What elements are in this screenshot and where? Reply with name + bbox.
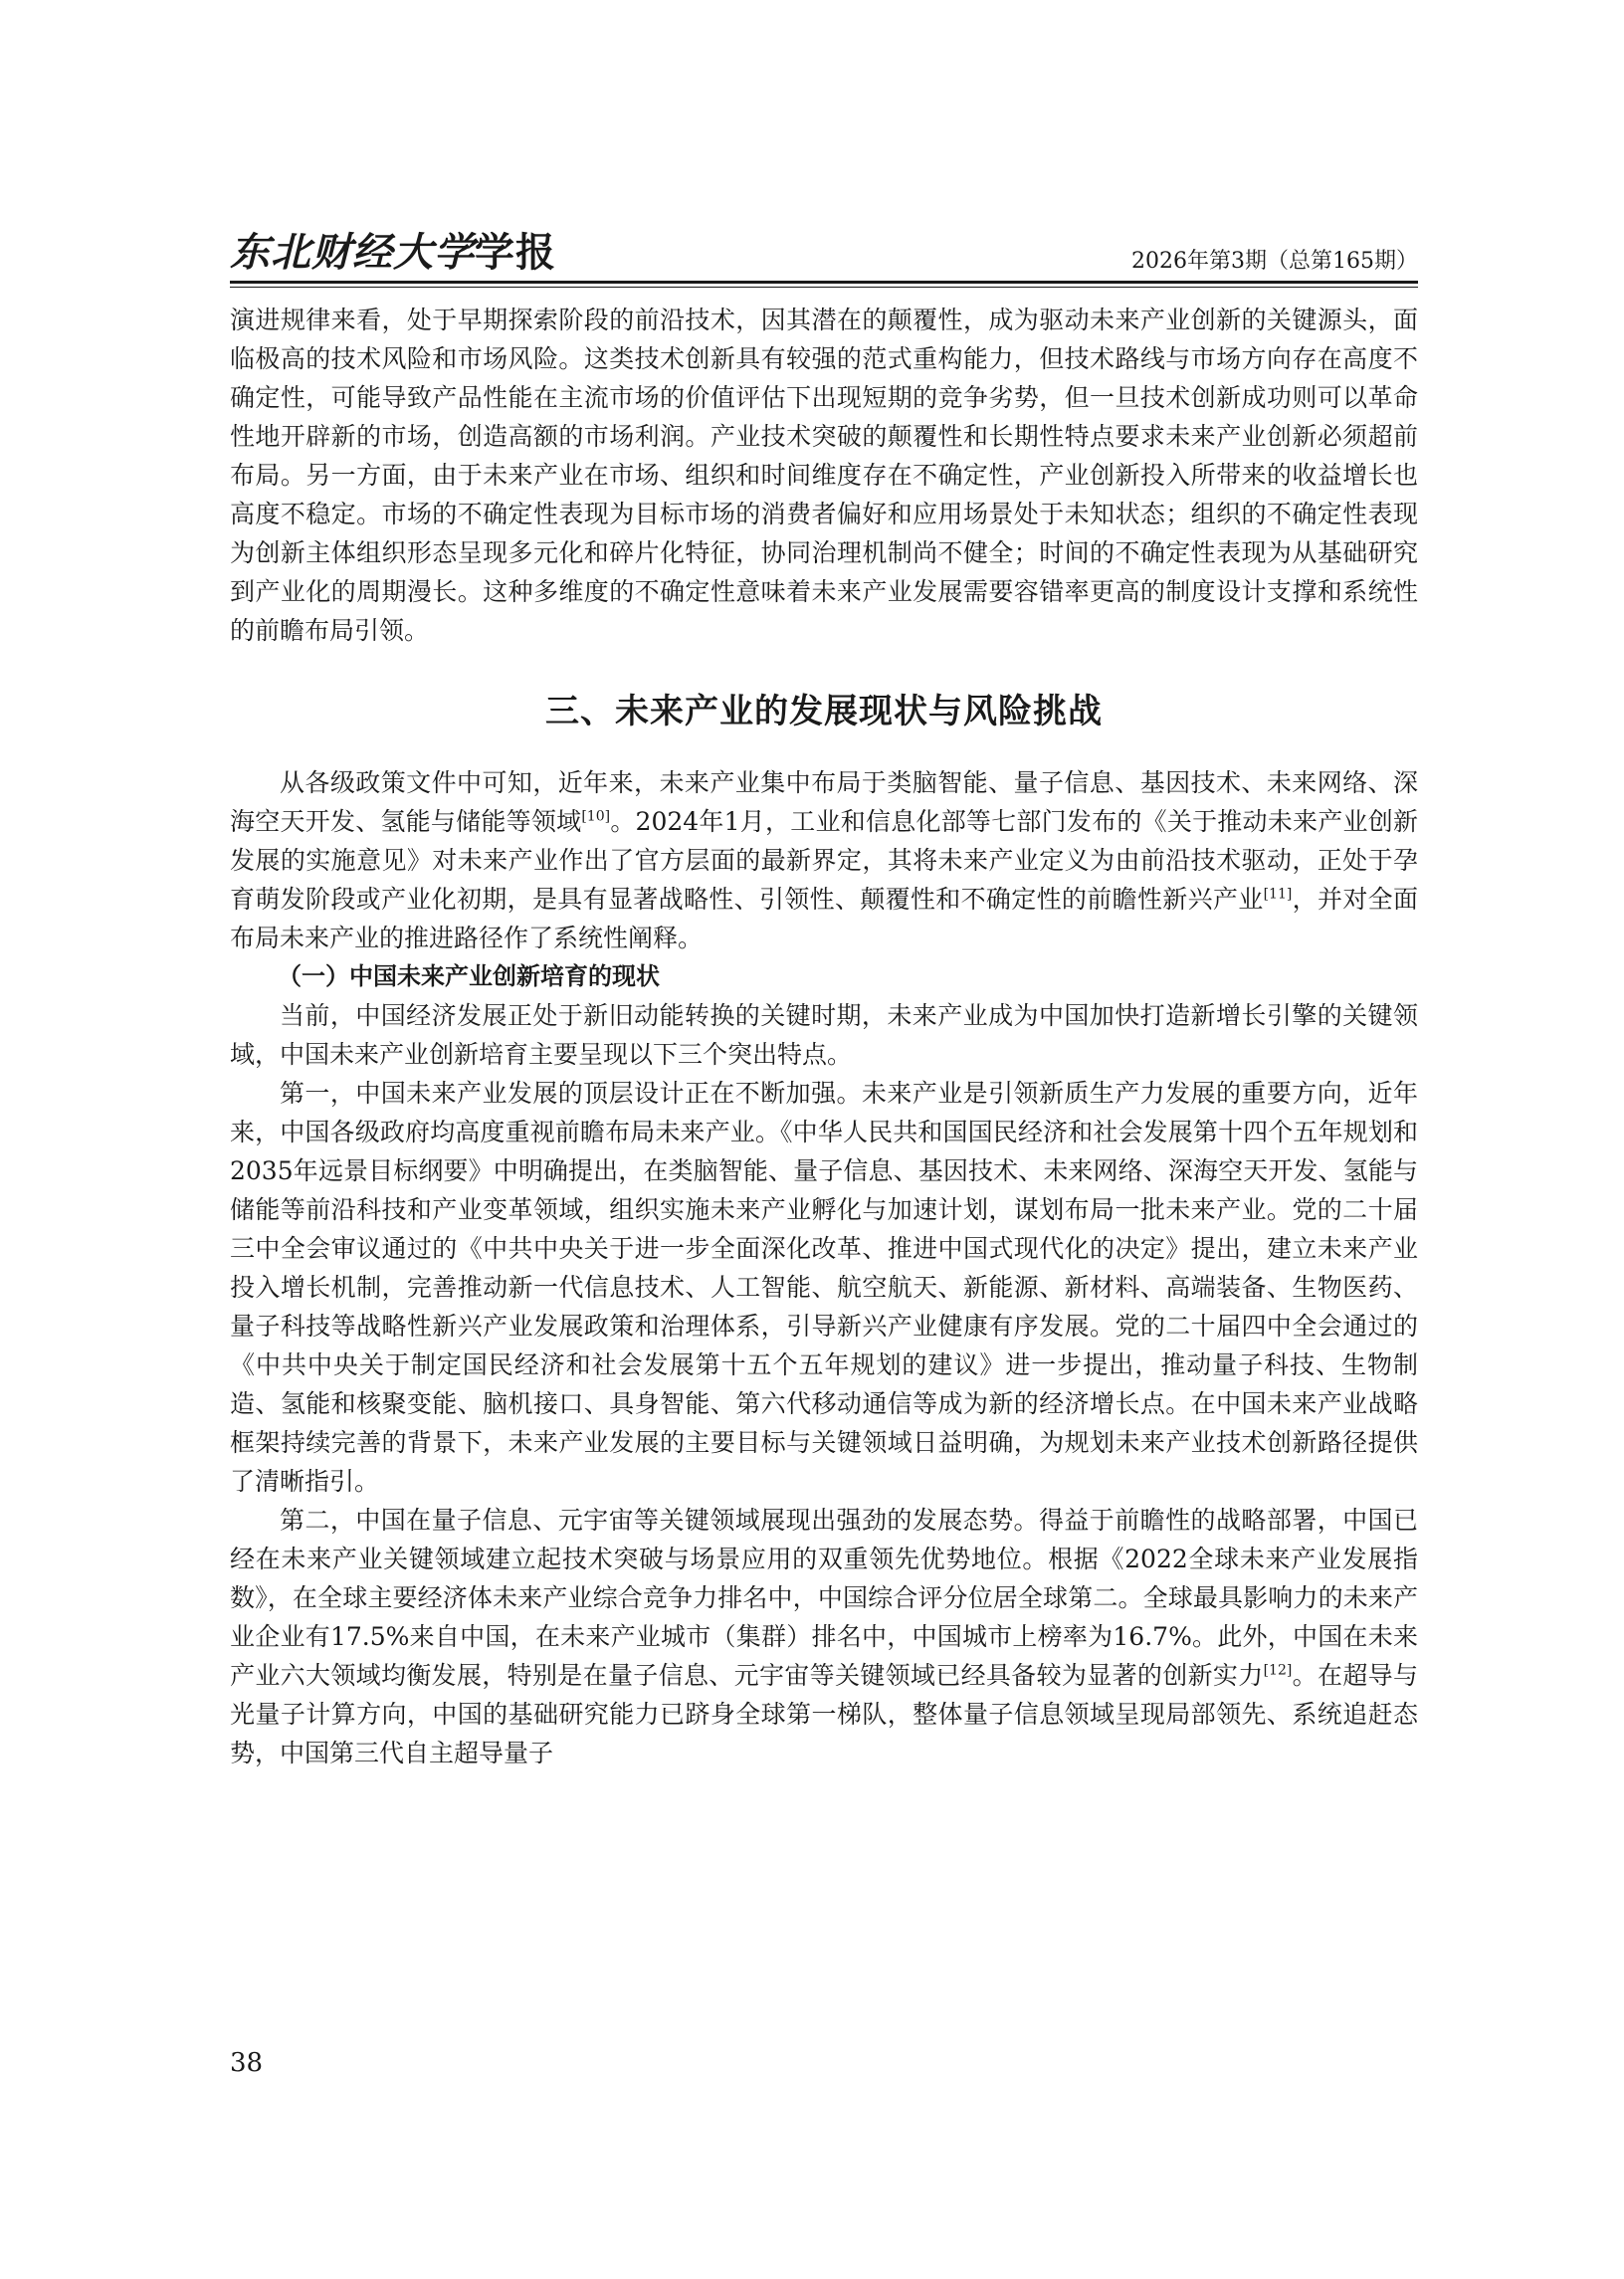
- citation-ref-11[interactable]: [11]: [1263, 886, 1293, 903]
- paragraph-continued: 演进规律来看，处于早期探索阶段的前沿技术，因其潜在的颠覆性，成为驱动未来产业创新的关键源头，面临极高的技术风险和市场风险。这类技术创新具有较强的范式重构能力，但技术路线与市场方向存在高度不确定性，可能导致产品性能在主流市场的价值评估下出现短期的竞争劣势，但一旦技术创新成功则可以革命性地开辟新的市场，创造高额的市场利润。产业技术突破的颠覆性和长期性特点要求未来产业创新必须超前布局。另一方面，由于未来产业在市场、组织和时间维度存在不确定性，产业创新投入所带来的收益增长也高度不稳定。市场的不确定性表现为目标市场的消费者偏好和应用场景处于未知状态；组织的不确定性表现为创新主体组织形态呈现多元化和碎片化特征，协同治理机制尚不健全；时间的不确定性表现为从基础研究到产业化的周期漫长。这种多维度的不确定性意味着未来产业发展需要容错率更高的制度设计支撑和系统性的前瞻布局引领。: [230, 306, 1418, 645]
- citation-ref-10[interactable]: [10]: [581, 808, 611, 825]
- paragraph-policy-text-a: 从各级政策文件中可知，近年来，未来产业集中布局于类脑智能、量子信息、基因技术、未来网络、深海空天开发、氢能与储能等领域: [230, 768, 1418, 836]
- running-header: [230, 221, 1418, 276]
- issue-info: 2026年第3期（总第165期）: [1131, 249, 1418, 274]
- article-body: [230, 301, 1418, 1772]
- subsection-heading: （一）中国未来产业创新培育的现状: [278, 962, 660, 990]
- paragraph-policy-text-b: 。2024年1月，工业和信息化部等七部门发布的《关于推动未来产业创新发展的实施意见》对未来产业作出了官方层面的最新界定，其将未来产业定义为由前沿技术驱动，正处于孕育萌发阶段或产业化初期，是具有显著战略性、引领性、颠覆性和不确定性的前瞻性新兴产业: [230, 807, 1418, 914]
- journal-logo-suffix: 学报: [475, 229, 556, 276]
- citation-ref-12[interactable]: [12]: [1263, 1662, 1293, 1679]
- section-heading: 三、未来产业的发展现状与风险挑战: [545, 692, 1103, 731]
- paragraph-second-point: [230, 1501, 1418, 1772]
- journal-logo-name: 东北财经大学: [230, 229, 475, 276]
- paragraph-policy-text-c: ，并对全面布局未来产业的推进路径作了系统性阐释。: [230, 885, 1418, 952]
- header-rule-thick: [230, 281, 1418, 284]
- page-number: 38: [230, 2048, 264, 2078]
- paragraph-first-point: 第一，中国未来产业发展的顶层设计正在不断加强。未来产业是引领新质生产力发展的重要方向，近年来，中国各级政府均高度重视前瞻布局未来产业。《中华人民共和国国民经济和社会发展第十四个五年规划和2035年远景目标纲要》中明确提出，在类脑智能、量子信息、基因技术、未来网络、深海空天开发、氢能与储能等前沿科技和产业变革领域，组织实施未来产业孵化与加速计划，谋划布局一批未来产业。党的二十届三中全会审议通过的《中共中央关于进一步全面深化改革、推进中国式现代化的决定》提出，建立未来产业投入增长机制，完善推动新一代信息技术、人工智能、航空航天、新能源、新材料、高端装备、生物医药、量子科技等战略性新兴产业发展政策和治理体系，引导新兴产业健康有序发展。党的二十届四中全会通过的《中共中央关于制定国民经济和社会发展第十五个五年规划的建议》进一步提出，推动量子科技、生物制造、氢能和核聚变能、脑机接口、具身智能、第六代移动通信等成为新的经济增长点。在中国未来产业战略框架持续完善的背景下，未来产业发展的主要目标与关键领域日益明确，为规划未来产业技术创新路径提供了清晰指引。: [230, 1079, 1418, 1496]
- paragraph-second-text-a: 第二，中国在量子信息、元宇宙等关键领域展现出强劲的发展态势。得益于前瞻性的战略部署，中国已经在未来产业关键领域建立起技术突破与场景应用的双重领先优势地位。根据《2022全球未来产业发展指数》，在全球主要经济体未来产业综合竞争力排名中，中国综合评分位居全球第二。全球最具影响力的未来产业企业有17.5%来自中国，在未来产业城市（集群）排名中，中国城市上榜率为16.7%。此外，中国在未来产业六大领域均衡发展，特别是在量子信息、元宇宙等关键领域已经具备较为显著的创新实力: [230, 1506, 1418, 1690]
- paragraph-intro: 当前，中国经济发展正处于新旧动能转换的关键时期，未来产业成为中国加快打造新增长引擎的关键领域，中国未来产业创新培育主要呈现以下三个突出特点。: [230, 1001, 1418, 1069]
- paragraph-second-text-b: 。在超导与光量子计算方向，中国的基础研究能力已跻身全球第一梯队，整体量子信息领域呈现局部领先、系统追赶态势，中国第三代自主超导量子: [230, 1661, 1418, 1767]
- journal-logo: [230, 229, 556, 276]
- paragraph-policy: [230, 763, 1418, 957]
- header-rule-thin: [230, 287, 1418, 288]
